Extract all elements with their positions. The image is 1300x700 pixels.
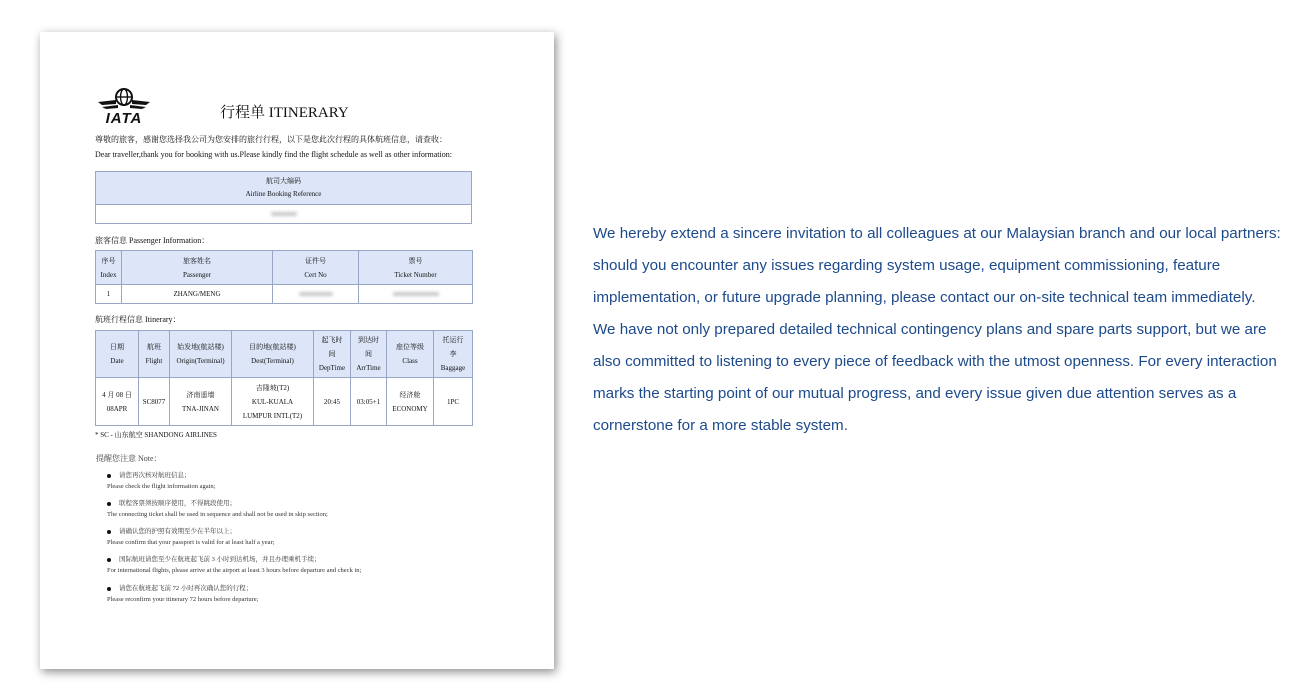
booking-title-en: Airline Booking Reference [245, 190, 322, 198]
ticket-number [359, 285, 473, 304]
invitation-paragraph-2: We have not only prepared detailed technical contingency plans and spare parts support, but we are also committed to listening to every piece of feedback with the utmost openness. For every interaction marks the starting point of our mutual progress, and every issue given due attention serves as a cornerstone for a more stable system. [593, 321, 1277, 434]
baggage: 1PC [434, 378, 473, 426]
invitation-paragraph-1: We hereby extend a sincere invitation to all colleagues at our Malaysian branch and our local partners: should you encounter any issues regarding system usage, equipment commissioning, feature implementation, or future upgrade planning, please contact our on-site technical team immediately. [593, 225, 1281, 306]
header-baggage: 托运行 李 Baggage [434, 331, 473, 378]
note-item-en: The connecting ticket shall be used in sequence and shall not be used in skip section; [107, 511, 328, 518]
note-item: 联程客票须按顺序使用，不得跳段使用； [107, 498, 236, 507]
flight-origin: 济南遥墙 TNA-JINAN [170, 378, 232, 426]
note-item: 请确认您的护照有效期至少在半年以上； [107, 526, 236, 535]
note-item-en: Please confirm that your passport is valid for at least half a year; [107, 539, 275, 546]
arr-time: 03:05+1 [351, 378, 387, 426]
header-date: 日期 Date [96, 331, 139, 378]
header-origin: 始发地(航站楼) Origin(Terminal) [170, 331, 232, 378]
notes-title: 提醒您注意 Note： [96, 454, 162, 463]
booking-table [95, 171, 472, 224]
airline-note: * SC - 山东航空 SHANDONG AIRLINES [95, 431, 217, 439]
itinerary-section-title: 航班行程信息 Itinerary： [95, 315, 181, 324]
booking-code [96, 205, 472, 224]
greeting-en: Dear traveller,thank you for booking with us.Please kindly find the flight schedule as well as other information: [95, 150, 452, 159]
booking-title-cn: 航司大编码 [266, 177, 301, 185]
bullet-icon [107, 502, 111, 506]
passenger-name: ZHANG/MENG [122, 285, 273, 304]
bullet-icon [107, 587, 111, 591]
redacted-value [393, 292, 439, 296]
itinerary-table [95, 330, 473, 426]
redacted-value [271, 212, 297, 216]
header-cert: 证件号 Cert No [273, 251, 359, 285]
header-index: 序号 Index [96, 251, 122, 285]
bullet-icon [107, 530, 111, 534]
table-row [96, 285, 473, 304]
note-item: 请您再次核对航班信息； [107, 470, 191, 479]
header-passenger: 旅客姓名 Passenger [122, 251, 273, 285]
header-class: 座位等级 Class [387, 331, 434, 378]
table-row [96, 378, 473, 426]
header-arrtime: 到达时 间 ArrTime [351, 331, 387, 378]
bullet-icon [107, 558, 111, 562]
header-dest: 目的地(航站楼) Dest(Terminal) [232, 331, 314, 378]
passenger-section-title: 旅客信息 Passenger Information： [95, 236, 210, 245]
redacted-value [299, 292, 333, 296]
note-item: 请您在航班起飞前 72 小时再次确认您的行程； [107, 583, 252, 592]
dep-time: 20:45 [314, 378, 351, 426]
note-item-en: For international flights, please arrive at the airport at least 3 hours before departure and check in; [107, 567, 362, 574]
passenger-index: 1 [96, 285, 122, 304]
header-ticket: 票号 Ticket Number [359, 251, 473, 285]
flight-date: 4 月 08 日 08APR [96, 378, 139, 426]
booking-header [96, 172, 472, 205]
flight-dest: 吉隆坡(T2) KUL-KUALA LUMPUR INTL(T2) [232, 378, 314, 426]
iata-logo [96, 88, 152, 128]
note-item: 国际航班请您至少在航班起飞前 3 小时到达机场，并且办理乘机手续； [107, 554, 321, 563]
logo-text: IATA [105, 110, 143, 127]
seat-class: 经济舱 ECONOMY [387, 378, 434, 426]
greeting-cn: 尊敬的旅客，感谢您选择我公司为您安排的旅行行程，以下是您此次行程的具体航班信息，请查收： [95, 135, 447, 144]
flight-number: SC8077 [139, 378, 170, 426]
header-flight: 航班 Flight [139, 331, 170, 378]
invitation-text [593, 218, 1283, 442]
itinerary-document [40, 32, 554, 669]
header-deptime: 起飞时 间 DepTime [314, 331, 351, 378]
cert-number [273, 285, 359, 304]
note-item-en: Please reconfirm your itinerary 72 hours before departure; [107, 596, 259, 603]
note-item-en: Please check the flight information again; [107, 483, 216, 490]
bullet-icon [107, 474, 111, 478]
passenger-table [95, 250, 473, 304]
page-title: 行程单 ITINERARY [220, 105, 349, 121]
